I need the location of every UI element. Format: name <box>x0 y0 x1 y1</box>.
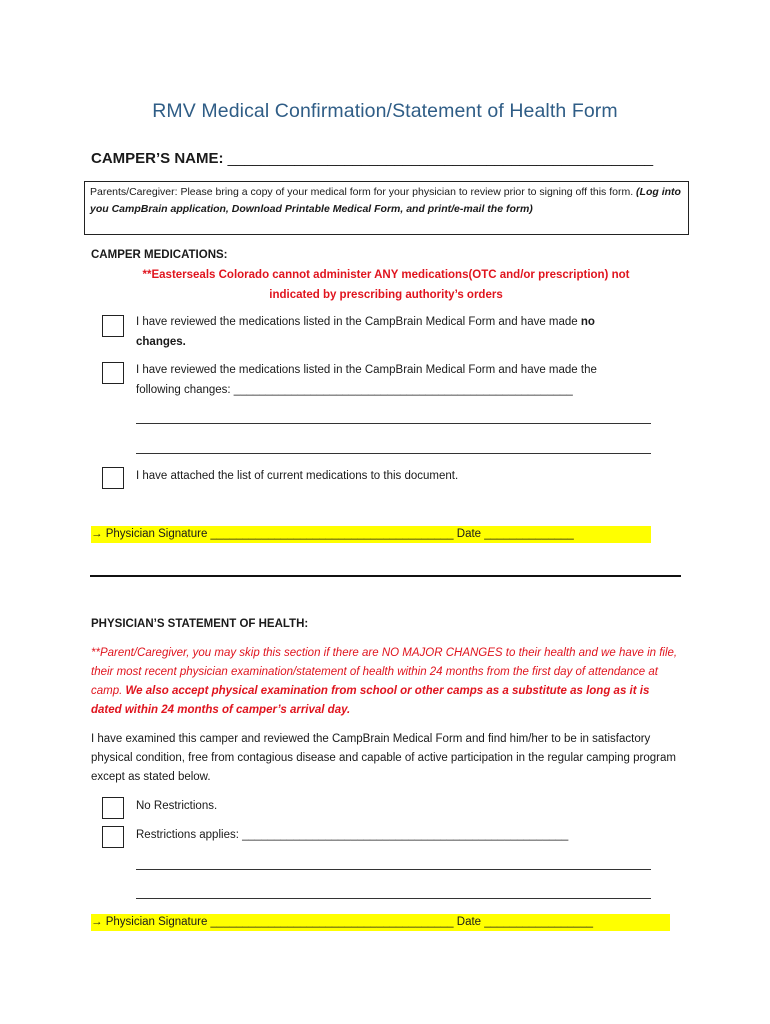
medications-physician-signature[interactable]: → Physician Signature ______________________________________ Date ______________ <box>91 526 651 543</box>
no-changes-checkbox[interactable] <box>102 315 124 337</box>
form-title: RMV Medical Confirmation/Statement of Health Form <box>152 100 618 122</box>
section-divider <box>90 575 681 577</box>
made-changes-checkbox[interactable] <box>102 362 124 384</box>
attached-list-option: I have attached the list of current medications to this document. <box>136 470 459 482</box>
camper-name-field[interactable] <box>91 150 653 167</box>
changes-blank-line-2[interactable] <box>136 453 651 454</box>
changes-blank-line-1[interactable] <box>136 423 651 424</box>
made-changes-line1: I have reviewed the medications listed in the CampBrain Medical Form and have made the <box>136 364 597 376</box>
restrictions-checkbox[interactable] <box>102 826 124 848</box>
statement-heading: PHYSICIAN’S STATEMENT OF HEALTH: <box>91 618 309 630</box>
made-changes-option <box>136 361 676 400</box>
restrictions-blank-line-1[interactable] <box>136 869 651 870</box>
no-changes-option <box>136 313 676 352</box>
statement-body: I have examined this camper and reviewed the CampBrain Medical Form and find him/her to be in satisfactory physical condition, free from contagious disease and capable of active participation in the regular camping program except as stated below. <box>91 733 676 783</box>
medications-warning-line2: indicated by prescribing authority’s orders <box>269 289 503 301</box>
statement-physician-signature[interactable]: → Physician Signature ______________________________________ Date _________________ <box>91 914 670 931</box>
camper-name-label: CAMPER’S NAME: <box>91 150 224 167</box>
statement-note-italic: **Parent/Caregiver, you may skip this section if there are NO MAJOR CHANGES to their health and we have in file, their most recent physician examination/statement of health within 24 months from the first day of attendance at camp. <box>91 647 678 697</box>
made-changes-line2[interactable]: following changes: _____________________________________________________ <box>136 383 573 396</box>
medications-warning-line1: **Easterseals Colorado cannot administer ANY medications(OTC and/or prescription) not <box>142 269 630 281</box>
no-restrictions-option: No Restrictions. <box>136 800 218 812</box>
attached-list-checkbox[interactable] <box>102 467 124 489</box>
instructions-box <box>84 181 689 235</box>
no-changes-bold-no: no <box>580 316 595 328</box>
no-changes-bold-changes: changes. <box>136 335 186 348</box>
camper-name-blank[interactable]: ___________________________________________________ <box>223 150 654 167</box>
restrictions-option[interactable]: Restrictions applies: ___________________________________________________ <box>136 829 569 841</box>
medications-heading: CAMPER MEDICATIONS: <box>91 249 228 261</box>
restrictions-blank-line-2[interactable] <box>136 898 651 899</box>
instructions-text: Parents/Caregiver: Please bring a copy of your medical form for your physician to review prior to signing off this form. <box>90 186 637 198</box>
instructions-emphasis: (Log into you CampBrain application, Download Printable Medical Form, and print/e-mail the form) <box>90 186 681 215</box>
statement-note-bold: We also accept physical examination from school or other camps as a substitute as long as it is dated within 24 months of camper’s arrival day. <box>91 685 650 716</box>
statement-note <box>91 644 681 720</box>
no-changes-text: I have reviewed the medications listed in the CampBrain Medical Form and have made <box>136 316 581 328</box>
no-restrictions-checkbox[interactable] <box>102 797 124 819</box>
